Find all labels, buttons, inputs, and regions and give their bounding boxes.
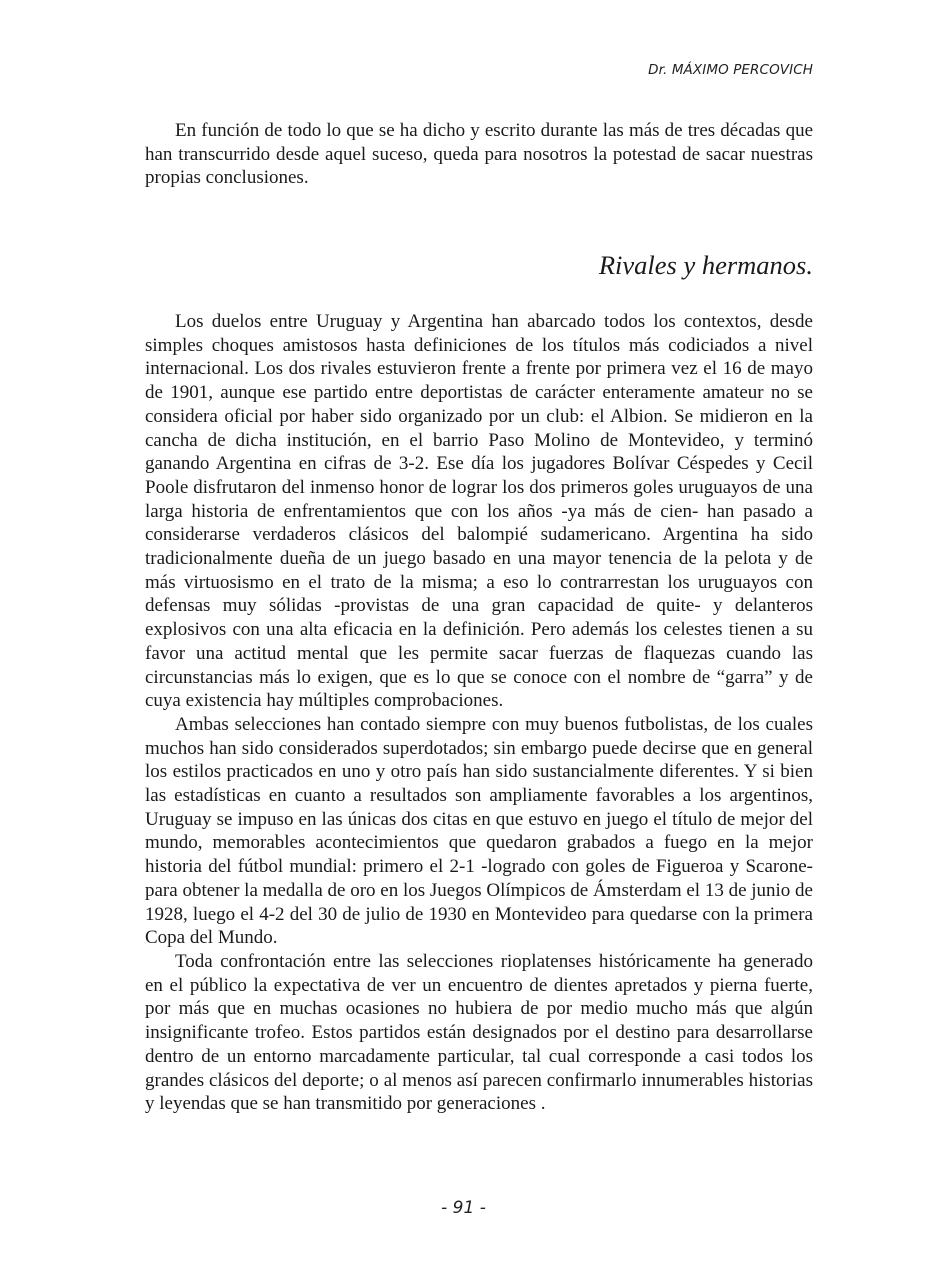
page-number: - 91 -: [441, 1198, 486, 1218]
section-body: [145, 310, 813, 1116]
intro-paragraph: En función de todo lo que se ha dicho y escrito durante las más de tres décadas que han transcurrido desde aquel suceso, queda para nosotros la potestad de sacar nuestras propias conclusiones.: [145, 120, 813, 189]
section-title: Rivales y hermanos.: [598, 250, 813, 280]
running-header-author: Dr. MÁXIMO PERCOVICH: [648, 62, 813, 78]
body-paragraph: Ambas selecciones han contado siempre con muy buenos futbolistas, de los cuales muchos han sido considerados superdotados; sin embargo puede decirse que en general los estilos practicados en uno y otro país han sido sustancialmente diferentes. Y si bien las estadísticas en cuanto a resultados son ampliamente favorables a los argentinos, Uruguay se impuso en las únicas dos citas en que estuvo en juego el título de mejor del mundo, memorables acontecimientos que quedaron grabados a fuego en la mejor historia del fútbol mundial: primero el 2-1 -logrado con goles de Figueroa y Scarone- para obtener la medalla de oro en los Juegos Olímpicos de Ámsterdam el 13 de junio de 1928, luego el 4-2 del 30 de julio de 1930 en Montevideo para quedarse con la primera Copa del Mundo.: [145, 713, 813, 949]
body-paragraph: Toda confrontación entre las selecciones rioplatenses históricamente ha generado en el público la expectativa de ver un encuentro de dientes apretados y pierna fuerte, por más que en muchas ocasiones no hubiera de por medio mucho más que algún insignificante trofeo. Estos partidos están designados por el destino para desarrollarse dentro de un entorno marcadamente particular, tal cual corresponde a casi todos los grandes clásicos del deporte; o al menos así parecen confirmarlo innumerables historias y leyendas que se han transmitido por generaciones .: [145, 950, 813, 1115]
intro-text: [145, 119, 813, 190]
body-paragraph: Los duelos entre Uruguay y Argentina han abarcado todos los contextos, desde simples choques amistosos hasta definiciones de los títulos más codiciados a nivel internacional. Los dos rivales estuvieron frente a frente por primera vez el 16 de mayo de 1901, aunque ese partido entre deportistas de carácter enteramente amateur no se considera oficial por haber sido organizado por un club: el Albion. Se midieron en la cancha de dicha institución, en el barrio Paso Molino de Montevideo, y terminó ganando Argentina en cifras de 3-2. Ese día los jugadores Bolívar Céspedes y Cecil Poole disfrutaron del inmenso honor de lograr los dos primeros goles uruguayos de una larga historia de enfrentamientos que con los años -ya más de cien- han pasado a considerarse verdaderos clásicos del balompié sudamericano. Argentina ha sido tradicionalmente dueña de un juego basado en una mayor tenencia de la pelota y de más virtuosismo en el trato de la misma; a eso lo contrarrestan los uruguayos con defensas muy sólidas -provistas de una gran capacidad de quite- y delanteros explosivos con una alta eficacia en la definición. Pero además los celestes tienen a su favor una actitud mental que les permite sacar fuerzas de flaquezas cuando las circunstancias más lo exigen, que es lo que se conoce con el nombre de “garra” y de cuya existencia hay múltiples comprobaciones.: [145, 311, 813, 712]
